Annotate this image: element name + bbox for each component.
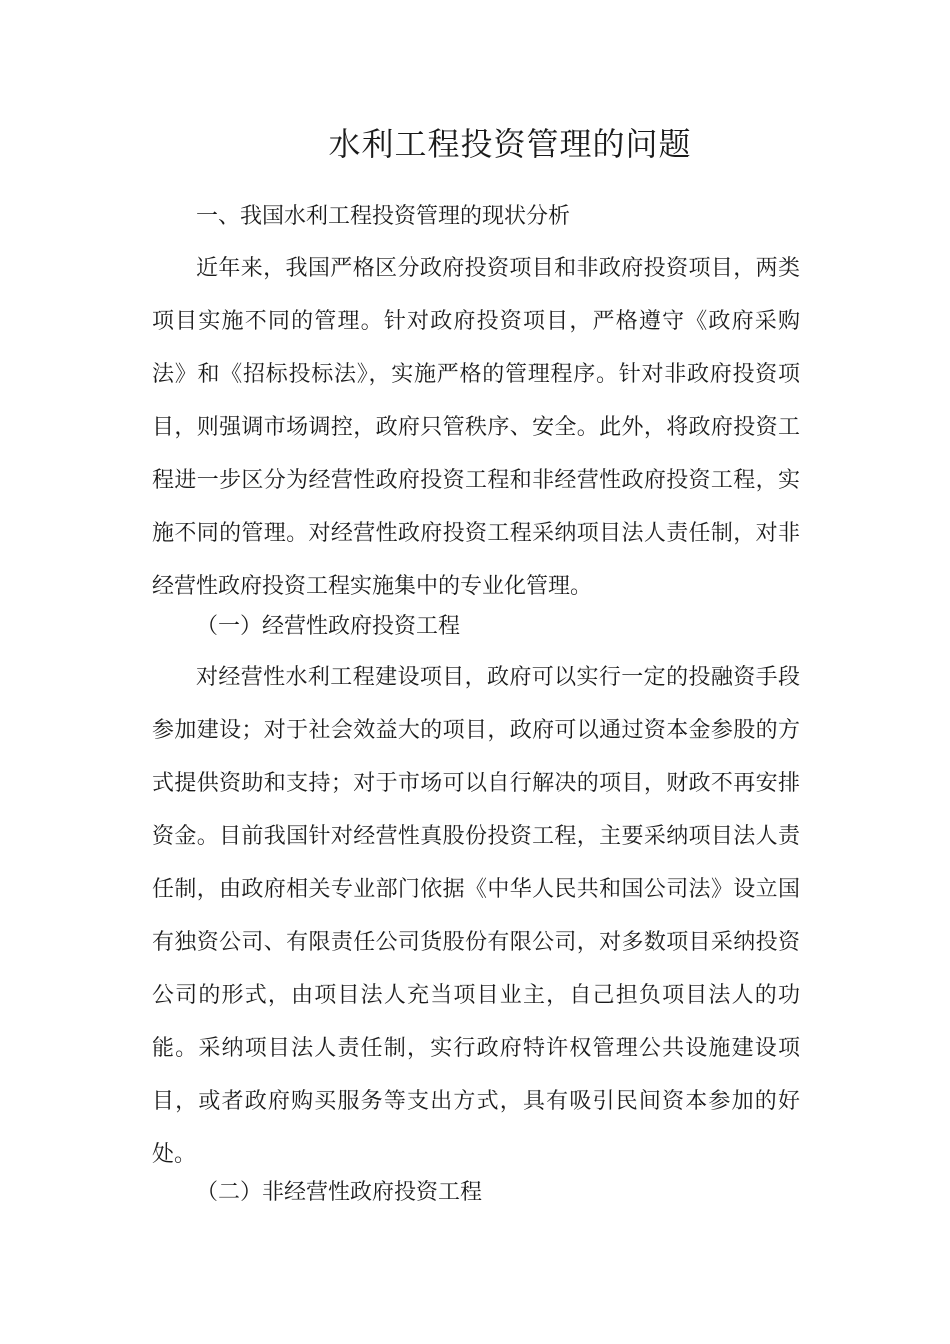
paragraph: 对经营性水利工程建设项目，政府可以实行一定的投融资手段参加建设；对于社会效益大的项目，政府可以通过资本金参股的方式提供资助和支持；对于市场可以自行解决的项目，财政不再安排资金。目前我国针对经营性真股份投资工程，主要采纳项目法人责任制，由政府相关专业部门依据《中华人民共和国公司法》设立国有独资公司、有限责任公司货股份有限公司，对多数项目采纳投资公司的形式，由项目法人充当项目业主，自己担负项目法人的功能。采纳项目法人责任制，实行政府特许权管理公共设施建设项目，或者政府购买服务等支出方式，具有吸引民间资本参加的好处。 (152, 665, 800, 1167)
subsection-heading: （二）非经营性政府投资工程 (196, 1180, 483, 1205)
section-heading: 一、我国水利工程投资管理的现状分析 (196, 204, 571, 229)
subsection-heading: （一）经营性政府投资工程 (196, 614, 461, 639)
document-title: 水利工程投资管理的问题 (328, 125, 692, 163)
paragraph: 近年来，我国严格区分政府投资项目和非政府投资项目，两类项目实施不同的管理。针对政府投资项目，严格遵守《政府采购法》和《招标投标法》，实施严格的管理程序。针对非政府投资项目，则强调市场调控，政府只管秩序、安全。此外，将政府投资工程进一步区分为经营性政府投资工程和非经营性政府投资工程，实施不同的管理。对经营性政府投资工程采纳项目法人责任制，对非经营性政府投资工程实施集中的专业化管理。 (152, 256, 800, 599)
